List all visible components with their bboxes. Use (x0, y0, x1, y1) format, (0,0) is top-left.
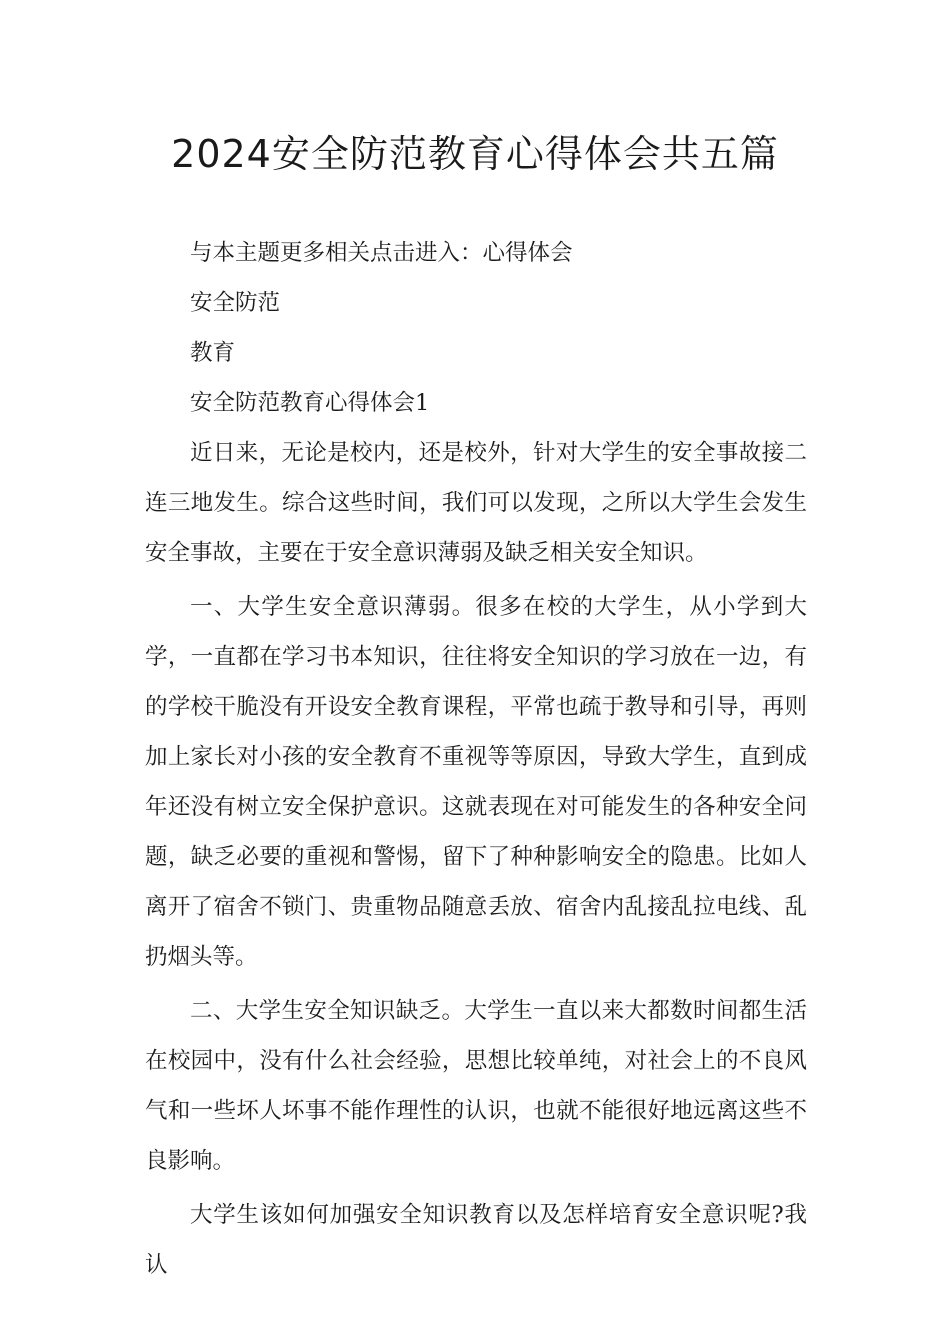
tag-line-1: 安全防范 (190, 290, 281, 316)
section-heading: 安全防范教育心得体会1 (190, 390, 430, 416)
paragraph-point-1: 一、大学生安全意识薄弱。很多在校的大学生，从小学到大学，一直都在学习书本知识，往往将安全知识的学习放在一边，有的学校干脆没有开设安全教育课程，平常也疏于教导和引导，再则加上家长对小孩的安全教育不重视等等原因，导致大学生，直到成年还没有树立安全保护意识。这就表现在对可能发生的各种安全问题，缺乏必要的重视和警惕，留下了种种影响安全的隐患。比如人离开了宿舍不锁门、贵重物品随意丢放、宿舍内乱接乱拉电线、乱扔烟头等。 (145, 594, 807, 970)
document-body (145, 228, 807, 1294)
related-topics-line: 与本主题更多相关点击进入：心得体会 (190, 240, 573, 266)
document-title: 2024安全防范教育心得体会共五篇 (171, 132, 779, 176)
paragraph-point-2: 二、大学生安全知识缺乏。大学生一直以来大都数时间都生活在校园中，没有什么社会经验，思想比较单纯，对社会上的不良风气和一些坏人坏事不能作理性的认识，也就不能很好地远离这些不良影响。 (145, 998, 807, 1174)
tag-line-2: 教育 (190, 340, 236, 366)
paragraph-intro: 近日来，无论是校内，还是校外，针对大学生的安全事故接二连三地发生。综合这些时间，我们可以发现，之所以大学生会发生安全事故，主要在于安全意识薄弱及缺乏相关安全知识。 (145, 440, 807, 566)
paragraph-question: 大学生该如何加强安全知识教育以及怎样培育安全意识呢?我认 (145, 1202, 807, 1278)
